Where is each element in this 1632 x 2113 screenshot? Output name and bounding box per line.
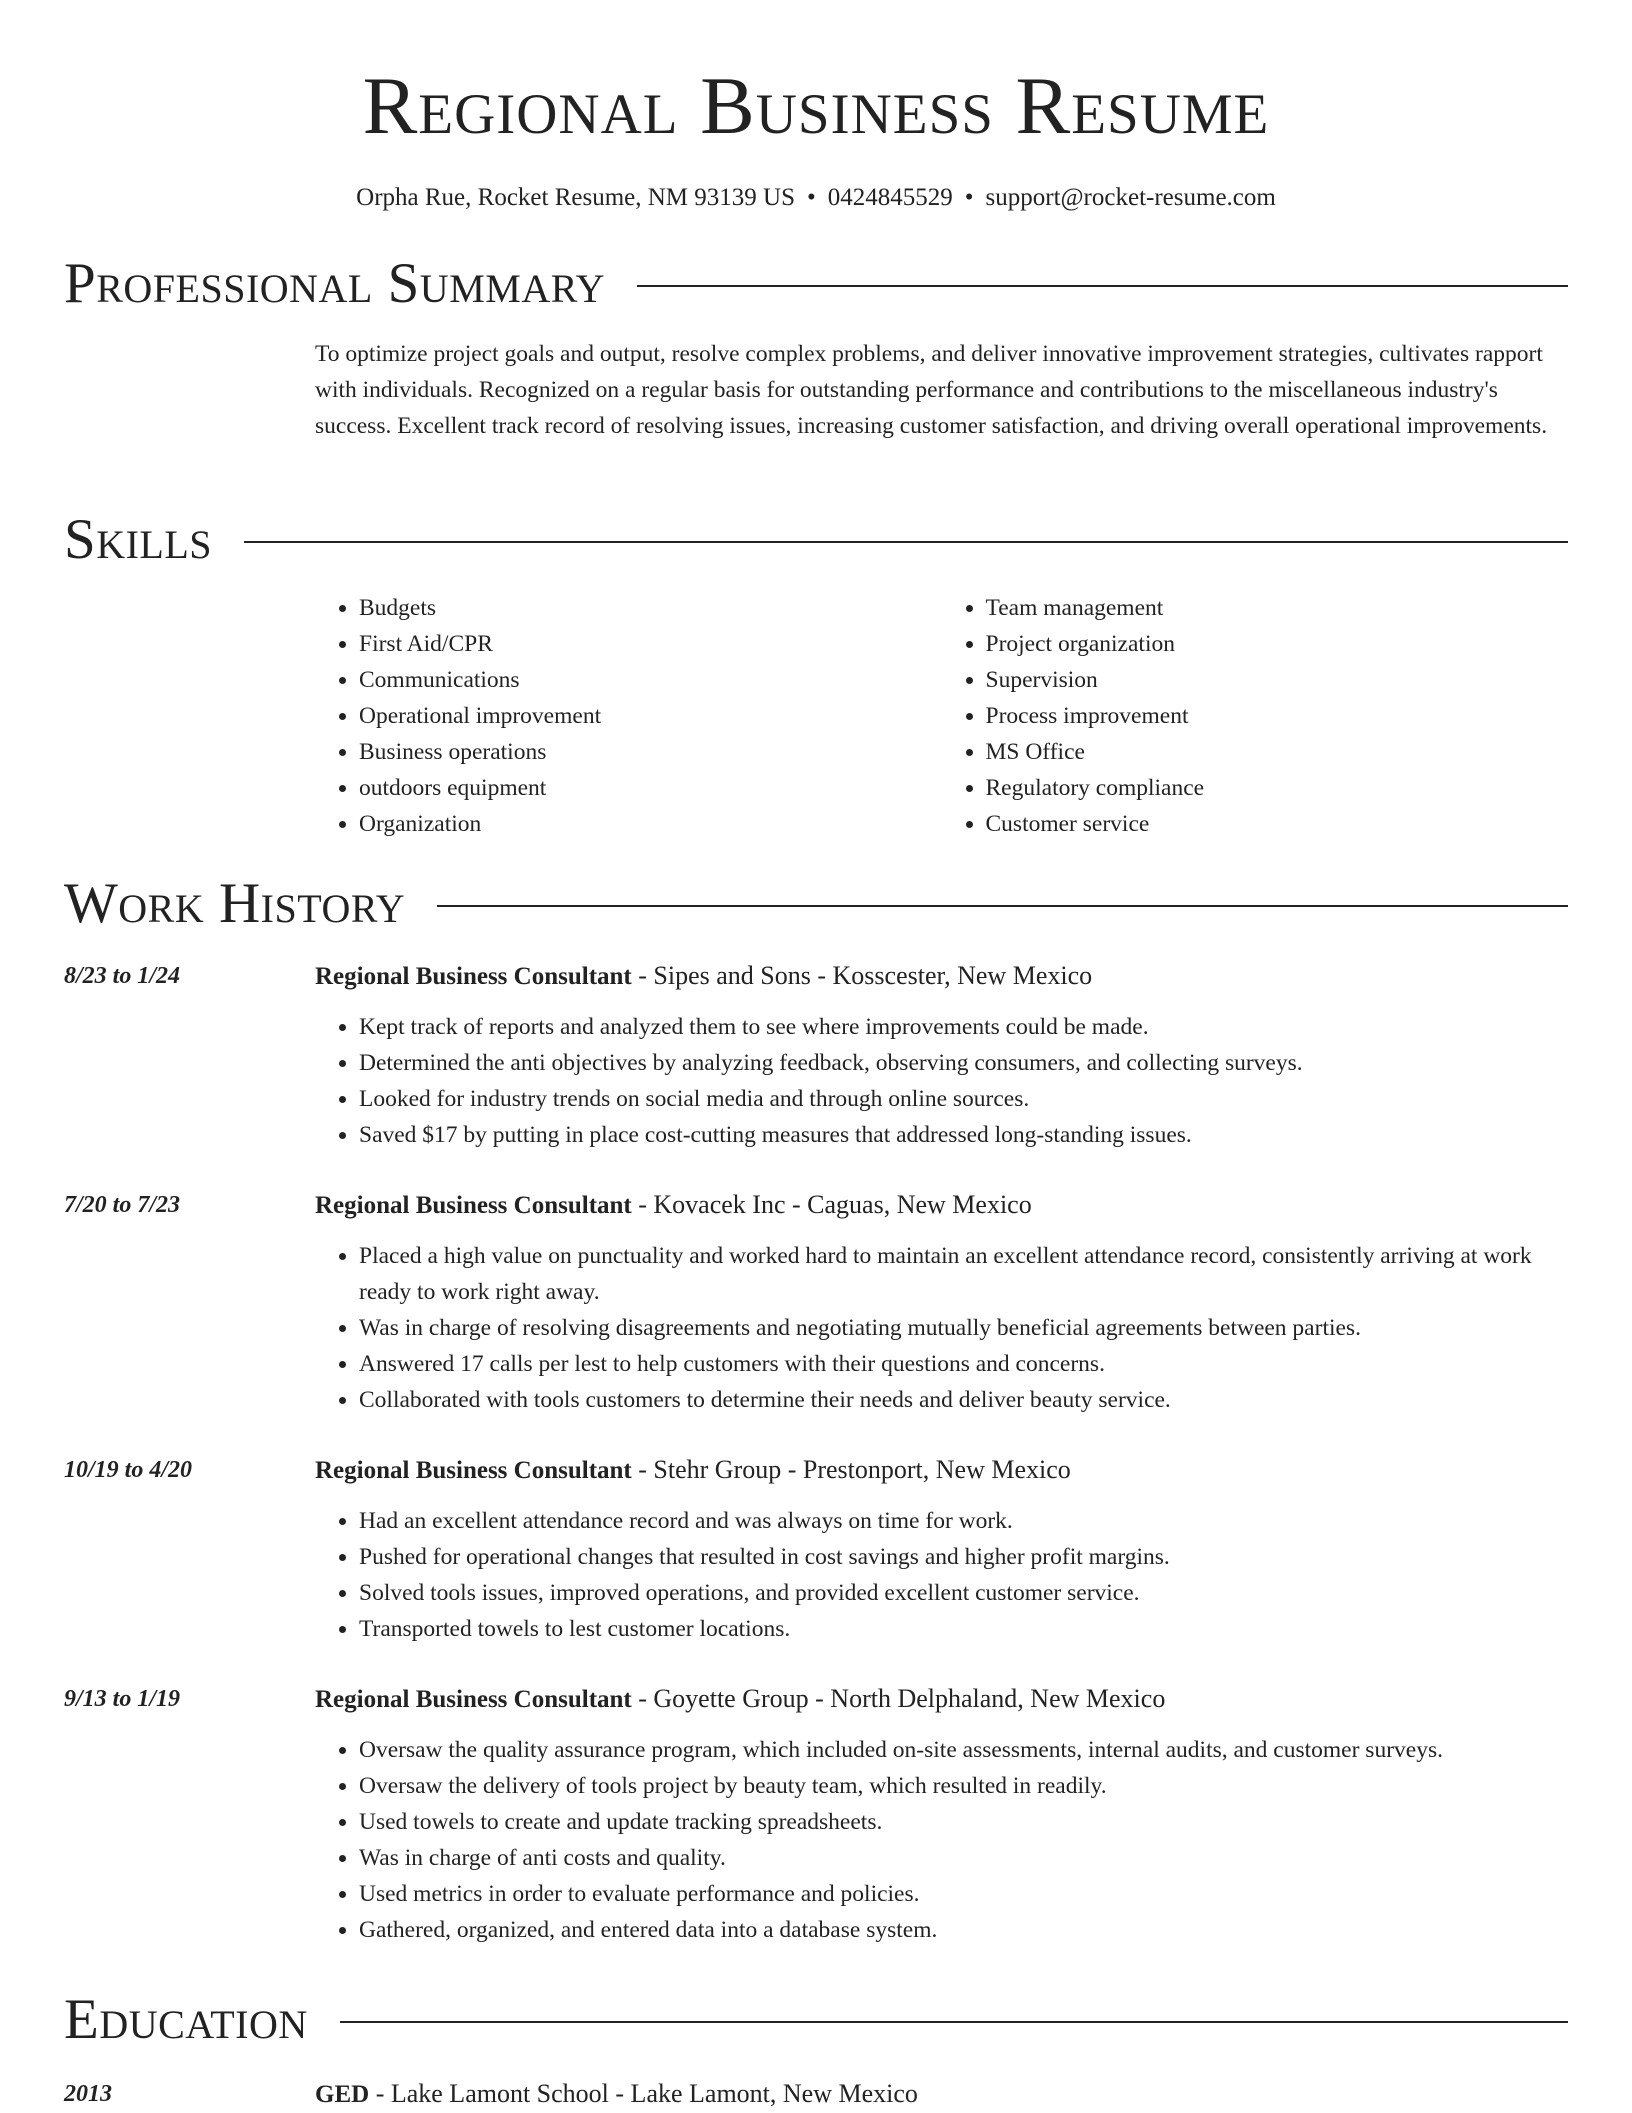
education-degree: GED <box>315 2081 370 2108</box>
skill-item: • MS Office <box>986 734 1569 770</box>
skill-item: • Operational improvement <box>359 698 942 734</box>
education-section <box>64 1988 1568 2113</box>
job-bullets <box>315 1503 1568 1647</box>
job-title: Regional Business Consultant <box>315 1192 632 1219</box>
section-rule <box>637 285 1568 287</box>
section-header <box>64 872 1568 936</box>
job-bullets <box>315 1238 1568 1418</box>
skill-item: • Supervision <box>986 662 1569 698</box>
job-details: - Stehr Group - Prestonport, New Mexico <box>631 1455 1071 1484</box>
section-title: Professional Summary <box>64 252 606 315</box>
job-bullet: • Was in charge of anti costs and quality. <box>359 1840 1568 1876</box>
skill-item: • Process improvement <box>986 698 1569 734</box>
job-bullet: • Oversaw the delivery of tools project by beauty team, which resulted in readily. <box>359 1768 1568 1804</box>
skills-column-right <box>942 590 1569 842</box>
section-rule <box>437 905 1568 907</box>
education-details: - Lake Lamont School - Lake Lamont, New Mexico <box>369 2079 918 2108</box>
skill-item: • Organization <box>359 806 942 842</box>
contact-address: Orpha Rue, Rocket Resume, NM 93139 US <box>356 184 795 211</box>
education-entry <box>64 2076 1568 2113</box>
skill-item: • Team management <box>986 590 1569 626</box>
education-header <box>315 2076 1568 2113</box>
job-header <box>315 1681 1568 1718</box>
section-rule <box>244 541 1568 543</box>
job-header <box>315 1187 1568 1224</box>
job-details: - Sipes and Sons - Kosscester, New Mexico <box>631 961 1093 990</box>
job-bullet: • Oversaw the quality assurance program, which included on-site assessments, internal audits, and customer surveys. <box>359 1732 1568 1768</box>
section-header <box>64 508 1568 572</box>
contact-separator: • <box>964 184 974 211</box>
job-dates: 7/20 to 7/23 <box>64 1192 181 1218</box>
section-title: Work History <box>64 872 406 935</box>
job-bullet: • Pushed for operational changes that resulted in cost savings and higher profit margins. <box>359 1539 1568 1575</box>
skill-item: • First Aid/CPR <box>359 626 942 662</box>
contact-phone: 0424845529 <box>827 184 953 211</box>
job-dates: 9/13 to 1/19 <box>64 1686 181 1712</box>
section-header <box>64 252 1568 316</box>
skill-item: • Budgets <box>359 590 942 626</box>
job-title: Regional Business Consultant <box>315 963 632 990</box>
contact-line <box>0 182 1632 214</box>
skill-item: • Regulatory compliance <box>986 770 1569 806</box>
education-year: 2013 <box>64 2081 112 2107</box>
job-header <box>315 958 1568 995</box>
job-title: Regional Business Consultant <box>315 1457 632 1484</box>
skills-column-left <box>315 590 942 842</box>
job-bullet: • Was in charge of resolving disagreements and negotiating mutually beneficial agreements between parties. <box>359 1310 1568 1346</box>
contact-email: support@rocket-resume.com <box>985 184 1276 211</box>
job-bullet: • Used metrics in order to evaluate performance and policies. <box>359 1876 1568 1912</box>
job-bullets <box>315 1009 1568 1153</box>
resume-title: Regional Business Resume <box>362 60 1270 151</box>
skills-section <box>64 508 1568 842</box>
skill-item: • Customer service <box>986 806 1569 842</box>
job-bullets <box>315 1732 1568 1948</box>
job-header <box>315 1452 1568 1489</box>
job-bullet: • Answered 17 calls per lest to help customers with their questions and concerns. <box>359 1346 1568 1382</box>
job-details: - Kovacek Inc - Caguas, New Mexico <box>631 1190 1032 1219</box>
job-entry <box>64 1187 1568 1418</box>
section-header <box>64 1988 1568 2052</box>
job-bullet: • Placed a high value on punctuality and worked hard to maintain an excellent attendance record, consistently arriving at work ready to work right away. <box>359 1238 1568 1310</box>
job-bullet: • Collaborated with tools customers to determine their needs and deliver beauty service. <box>359 1382 1568 1418</box>
skill-item: • Business operations <box>359 734 942 770</box>
job-bullet: • Determined the anti objectives by analyzing feedback, observing consumers, and collecting surveys. <box>359 1045 1568 1081</box>
job-dates: 8/23 to 1/24 <box>64 963 181 989</box>
summary-section <box>64 252 1568 444</box>
job-entry <box>64 958 1568 1153</box>
job-bullet: • Transported towels to lest customer locations. <box>359 1611 1568 1647</box>
skill-item: • Communications <box>359 662 942 698</box>
skills-list <box>315 590 1568 842</box>
job-title: Regional Business Consultant <box>315 1686 632 1713</box>
job-dates: 10/19 to 4/20 <box>64 1457 193 1483</box>
job-entry <box>64 1452 1568 1647</box>
section-title: Skills <box>64 508 213 571</box>
job-bullet: • Looked for industry trends on social media and through online sources. <box>359 1081 1568 1117</box>
section-title: Education <box>64 1988 308 2051</box>
job-details: - Goyette Group - North Delphaland, New Mexico <box>631 1684 1166 1713</box>
job-bullet: • Solved tools issues, improved operations, and provided excellent customer service. <box>359 1575 1568 1611</box>
job-bullet: • Kept track of reports and analyzed them to see where improvements could be made. <box>359 1009 1568 1045</box>
job-entry <box>64 1681 1568 1948</box>
job-bullet: • Had an excellent attendance record and was always on time for work. <box>359 1503 1568 1539</box>
job-bullet: • Saved $17 by putting in place cost-cutting measures that addressed long-standing issues. <box>359 1117 1568 1153</box>
summary-text: To optimize project goals and output, resolve complex problems, and deliver innovative improvement strategies, cultivates rapport with individuals. Recognized on a regular basis for outstanding performance and contributions to the miscellaneous industry's success. Excellent track record of resolving issues, increasing customer satisfaction, and driving overall operational improvements. <box>315 341 1548 439</box>
skill-item: • Project organization <box>986 626 1569 662</box>
work-history-section <box>64 872 1568 1948</box>
job-bullet: • Gathered, organized, and entered data into a database system. <box>359 1912 1568 1948</box>
skill-item: • outdoors equipment <box>359 770 942 806</box>
job-bullet: • Used towels to create and update tracking spreadsheets. <box>359 1804 1568 1840</box>
section-rule <box>340 2021 1568 2023</box>
contact-separator: • <box>807 184 816 211</box>
